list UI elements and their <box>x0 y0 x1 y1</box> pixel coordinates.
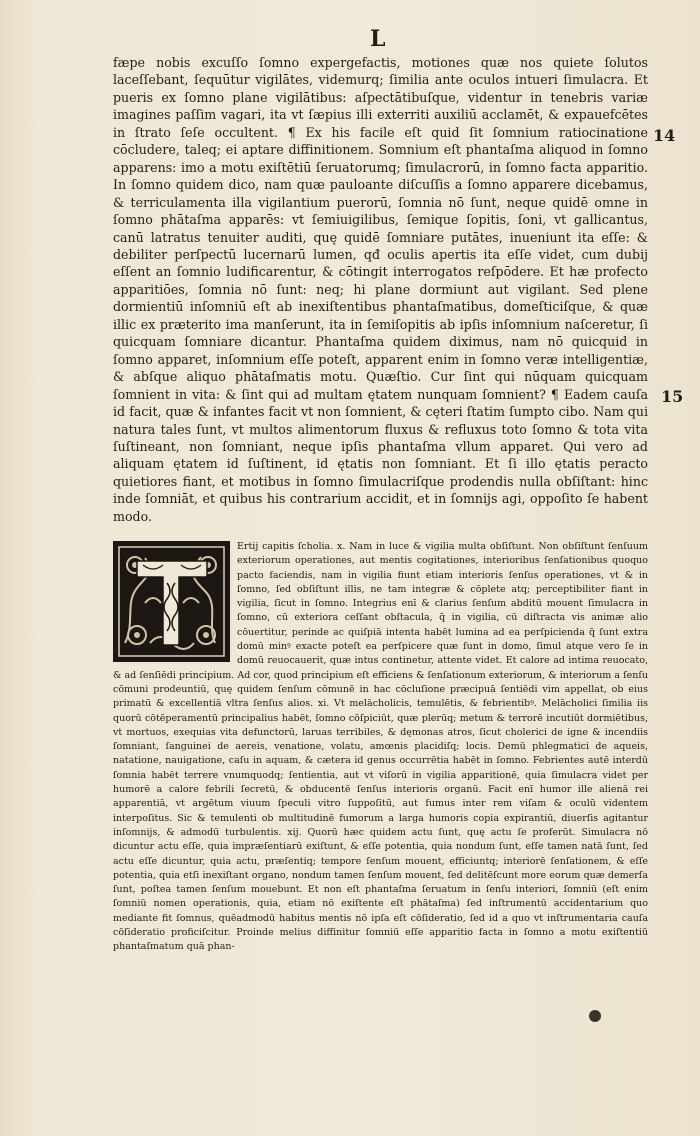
scholia-paragraph: Ertij capitis ſcholia. x. Nam in luce & vigilia multa obſiſtunt. Non obſiſtunt ſenſuum exteriorum operationes, aut mentis cogitationes, interioribus ſenſationibus quoquo pacto faciendis, nam in vigilia fiunt etiam interioris ſenſus operationes, vt & in ſomno, ſed obſiſtunt illis, ne tam integræ & cōplete atq; perceptibiliter fiant in vigilia, ſicut in ſomno. Integrius enī & clarius ſenſum abditū mouent ſimulacra in ſomno, cū exteriora ceſſant obſtacula, q̄ in vigilia, cū diſtracta vis animæ alio cōuertitur, perinde ac quiſpiā intenta habēt lumina ad ea perſpicienda q̄ ſunt extra domū minꝰ exacte poteſt ea perſpicere quæ ſunt in domo, ſimul atque vero ſe in domū reuocauerit, quæ intus continetur, attente videt. Et calore ad intima reuocato, & ad ſenſiēdi principium. Ad cor, quod principium eſt efficiens & ſenſationum exteriorum, & interiorum a ſenſu cōmuni prodeuntiū, quę quidem ſenſum cōmunē in hac cōcluſione præcipuā ſentiēdi vim appellat, ob eius primatū & excellentiā vltra ſenſus alios. xi. Vt melācholicis, temulētis, & febrientibꝰ. Melācholici ſimilia iis quorū cōtēperamentū principalius habēt, ſomno cōſpiciūt, quæ plerūq; metum & terrorē incutiūt dormiētibus, vt mortuos, exequias vita defunctorū, laruas terribiles, & dęmonas atros, ſicut cholerici de igne & incendiis ſomniant, ſanguinei de aereis, venatione, volatu, amœnis placidiſq; locis. Demū phlegmatici de aqueis, natatione, nauigatione, caſu in aquam, & cætera id genus occurrētia habēt in ſomno. Febrientes autē interdū ſomnia habēt terrere vnumquodq; ſentientia, aut vt viſorū in vigilia apparitionē, quia ſimulacra videt per humorē a calore febrili ſecretū, & obducentē ſenſus interioris organū. Facit enī humor ille alienā rei apparentiā, vt argētum viuum ſpeculi vitro ſuppoſitū, aut fumus inter rem viſam & oculū videntem interpoſitus. Sic & temulenti ob multitudinē fumorum a larga humoris copia expirantiū, diuerſis agitantur inſomnijs, & admodū turbulentis. xij. Quorū hæc quidem actu ſunt, quę actu ſe proferūt. Simulacra nō dicuntur actu eſſe, quia impræſentiarū exiſtunt, & eſſe potentia, quia nondum ſunt, eſſe tamen natā ſunt, ſed actu eſſe dicuntur, quia actu, præſentiq; tempore ſenſum mouent, efficiuntq; interiorē ſenſationem, & eſſe potentia, quia etſi inexiſtant organo, nondum tamen ſenſum mouent, ſed delitēſcunt more eorum quæ demerſa ſunt, poſtea tamen ſenſum mouebunt. Et non eſt phantaſma ſeruatum in ſenſu interiori, ſomniū (eſt enim ſomniū nomen operationis, quia, etiam nō exiſtente eſt phātaſma) ſed inſtrumentū accidentarium quo mediante fit ſomnus, quēadmodū habitus mentis nō ipſa eſt cōſideratio, ſed id a quo vt inſtrumentaria cauſa cōſideratio proficiſcitur. Proinde melius diffinitur ſomniū eſſe apparitio facta in ſomno a motu exiſtentiū phantaſmatum quā phan- <box>113 541 648 953</box>
decorated-initial-t-woodcut <box>113 541 230 662</box>
marginal-number-15: 15 <box>661 387 684 406</box>
main-paragraph: fæpe nobis excuſſo ſomno expergefactis, motiones quæ nos quiete ſolutos laceſſebant, ſequūtur vigilātes, videmurq; ſimilia ante oculos intueri ſimulacra. Et pueris ex ſomno plane vigilātibus: aſpectātibuſque, videntur in tenebris variæ imagines paſſim vagari, ita vt ſæpius illi exterriti auxiliū acclamēt, & expauefcētes in ſtrato ſeſe occultent. ¶ Ex his facile eſt quid ſit ſomnium ratiocinatione cōcludere, taleq; ei aptare diffinitionem. Somnium eſt phantaſma aliquod in ſomno apparens: imo a motu exiſtētiū ſeruatorumq; ſimulacrorū, in ſomno facta apparitio. In ſomno quidem dico, nam quæ pauloante diſcuſſis a ſomno apparere dicebamus, & terriculamenta illa vigilantium puerorū, ſomnia nō ſunt, neque quidē omne in ſomno phātaſma apparēs: vt ſemiuigilibus, ſemique ſopitis, ſoni, vt gallicantus, canū latratus tenuiter auditi, quę quidē ſomniare putātes, inueniunt ita eſſe: & debiliter perſpectū lucernarū lumen, qđ oculis apertis ita eſſe videt, cum dubij eſſent an ſomnio ludificarentur, & cōtingit interrogatos reſpōdere. Et hæ profecto apparitiōes, ſomnia nō ſunt: neq; hi plane dormiunt aut vigilant. Sed plene dormientiū inſomniū eſt ab inexiſtentibus phantaſmatibus, domeſticiſque, & quæ illic ex præterito ima manſerunt, ita in ſemiſopitis ab ipſis inſomnium naſceretur, ſi quicquam ſomniare dicantur. Phantaſma quidem diximus, nam nō quicquid in ſomno apparet, inſomnium eſſe poteſt, apparent enim in ſomno veræ intelligentiæ, & abſque aliquo phātaſmatis motu. Quæſtio. Cur ſint qui nūquam quicquam ſomnient in vita: & ſint qui ad multam ętatem nunquam ſomnient? ¶ Eadem cauſa id facit, quæ & infantes facit vt non ſomnient, & cęteri ſtatim ſumpto cibo. Nam qui natura tales ſunt, vt multos alimentorum fluxus & refluxus toto ſomno & tota vita ſuſtineant, non ſomniant, neque ipſis phantaſma vllum apparet. Qui vero ad aliquam ętatem id ſuſtinent, id ętatis non ſomniant. Et ſi illo ętatis peracto quietiores fiant, et motibus in ſomno ſimulacriſque prodendis nulla obſiſtant: hinc inde ſomniāt, et quibus his contrarium accidit, et in ſomnijs agi, oppoſito ſe habent modo. <box>113 55 648 524</box>
library-stamp-dot <box>589 1010 601 1022</box>
marginal-number-14: 14 <box>653 126 676 145</box>
folio-number: L <box>370 26 387 52</box>
main-text-block <box>113 54 648 534</box>
scholia-block <box>113 540 648 1020</box>
